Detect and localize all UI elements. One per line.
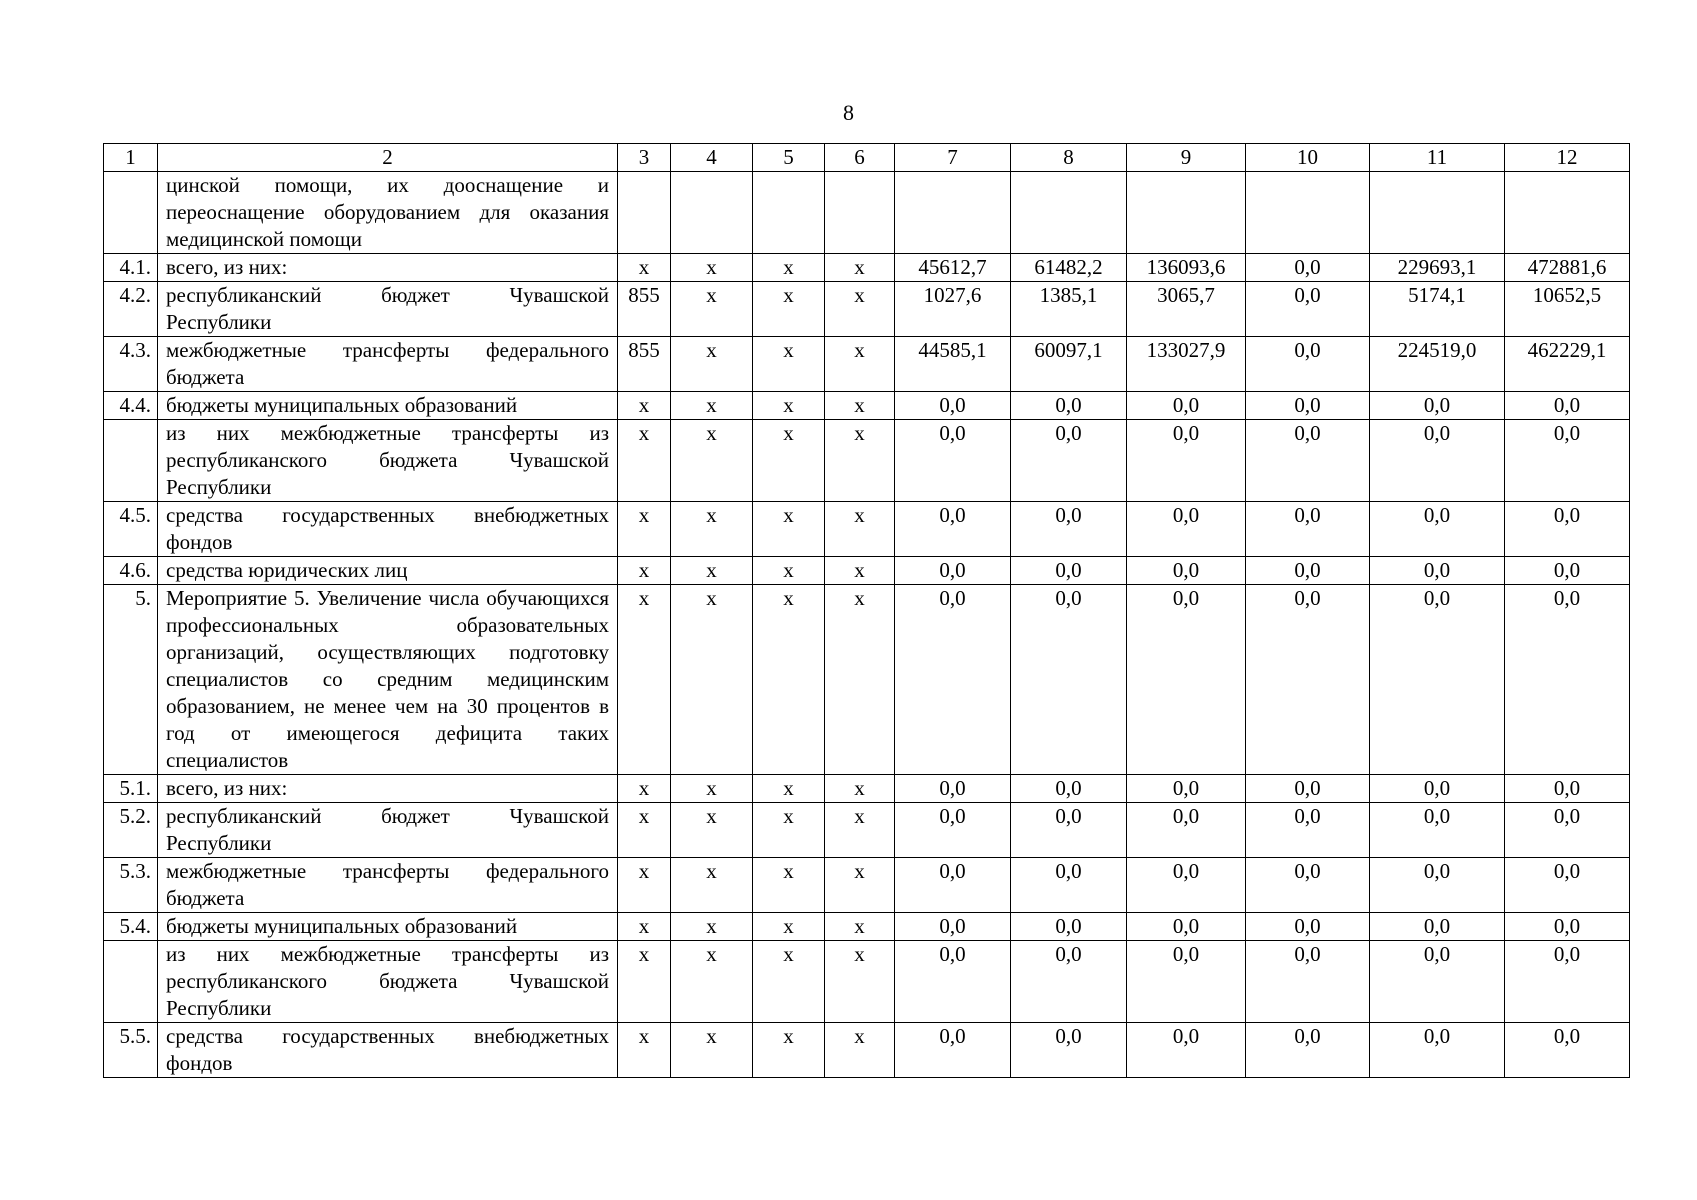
col4-cell: x xyxy=(671,420,753,502)
code-cell: x xyxy=(618,502,671,557)
code-cell: x xyxy=(618,803,671,858)
code-cell: x xyxy=(618,858,671,913)
table-header xyxy=(104,144,1630,172)
row-description-cell: из них межбюджетные трансферты из республиканского бюджета Чувашской Республики xyxy=(158,420,618,502)
code-cell: 855 xyxy=(618,282,671,337)
value-cell: 0,0 xyxy=(1127,420,1246,502)
row-description-cell: средства государственных внебюджетных фондов xyxy=(158,1023,618,1078)
value-cell: 0,0 xyxy=(1127,803,1246,858)
col5-cell: x xyxy=(753,337,825,392)
value-cell: 0,0 xyxy=(1370,392,1505,420)
value-cell: 0,0 xyxy=(1011,941,1127,1023)
value-cell: 0,0 xyxy=(895,941,1011,1023)
value-cell: 0,0 xyxy=(1011,913,1127,941)
col6-cell: x xyxy=(825,420,895,502)
value-cell xyxy=(1370,172,1505,254)
value-cell: 136093,6 xyxy=(1127,254,1246,282)
header-cell: 7 xyxy=(895,144,1011,172)
value-cell: 0,0 xyxy=(1505,585,1630,775)
value-cell: 0,0 xyxy=(1246,803,1370,858)
col4-cell: x xyxy=(671,803,753,858)
row-number-cell xyxy=(104,941,158,1023)
table-row xyxy=(104,502,1630,557)
budget-table xyxy=(103,143,1630,1078)
value-cell: 0,0 xyxy=(1246,282,1370,337)
col5-cell: x xyxy=(753,913,825,941)
value-cell: 0,0 xyxy=(1011,858,1127,913)
value-cell: 0,0 xyxy=(895,858,1011,913)
col4-cell: x xyxy=(671,913,753,941)
value-cell: 0,0 xyxy=(1505,913,1630,941)
col4-cell: x xyxy=(671,1023,753,1078)
code-cell: 855 xyxy=(618,337,671,392)
value-cell: 0,0 xyxy=(1011,775,1127,803)
value-cell: 0,0 xyxy=(895,585,1011,775)
code-cell: x xyxy=(618,585,671,775)
header-row xyxy=(104,144,1630,172)
table-row xyxy=(104,420,1630,502)
table-row xyxy=(104,557,1630,585)
row-number-cell xyxy=(104,172,158,254)
value-cell: 0,0 xyxy=(895,502,1011,557)
value-cell: 0,0 xyxy=(895,775,1011,803)
value-cell: 0,0 xyxy=(1011,803,1127,858)
col5-cell: x xyxy=(753,557,825,585)
value-cell: 462229,1 xyxy=(1505,337,1630,392)
value-cell: 0,0 xyxy=(1246,557,1370,585)
row-description-cell: средства юридических лиц xyxy=(158,557,618,585)
code-cell xyxy=(618,172,671,254)
value-cell: 0,0 xyxy=(1246,420,1370,502)
value-cell: 0,0 xyxy=(1127,502,1246,557)
code-cell: x xyxy=(618,941,671,1023)
row-number-cell: 5.3. xyxy=(104,858,158,913)
value-cell: 133027,9 xyxy=(1127,337,1246,392)
value-cell: 0,0 xyxy=(1127,913,1246,941)
value-cell: 224519,0 xyxy=(1370,337,1505,392)
value-cell: 0,0 xyxy=(1370,775,1505,803)
value-cell: 0,0 xyxy=(1127,557,1246,585)
col5-cell: x xyxy=(753,803,825,858)
header-cell: 4 xyxy=(671,144,753,172)
col4-cell: x xyxy=(671,941,753,1023)
value-cell: 0,0 xyxy=(1127,1023,1246,1078)
value-cell: 45612,7 xyxy=(895,254,1011,282)
col6-cell: x xyxy=(825,775,895,803)
value-cell: 0,0 xyxy=(1246,337,1370,392)
row-number-cell: 4.5. xyxy=(104,502,158,557)
col6-cell: x xyxy=(825,557,895,585)
row-number-cell: 5.5. xyxy=(104,1023,158,1078)
col5-cell: x xyxy=(753,282,825,337)
header-cell: 12 xyxy=(1505,144,1630,172)
col5-cell xyxy=(753,172,825,254)
col4-cell xyxy=(671,172,753,254)
row-description-cell: всего, из них: xyxy=(158,254,618,282)
value-cell: 61482,2 xyxy=(1011,254,1127,282)
col6-cell: x xyxy=(825,858,895,913)
col5-cell: x xyxy=(753,1023,825,1078)
col6-cell: x xyxy=(825,337,895,392)
col5-cell: x xyxy=(753,941,825,1023)
col4-cell: x xyxy=(671,337,753,392)
col4-cell: x xyxy=(671,254,753,282)
value-cell: 0,0 xyxy=(895,1023,1011,1078)
col5-cell: x xyxy=(753,392,825,420)
value-cell: 0,0 xyxy=(1370,913,1505,941)
table-row xyxy=(104,858,1630,913)
value-cell: 0,0 xyxy=(1127,585,1246,775)
value-cell: 0,0 xyxy=(1246,858,1370,913)
value-cell: 229693,1 xyxy=(1370,254,1505,282)
row-number-cell: 5.4. xyxy=(104,913,158,941)
table-row xyxy=(104,585,1630,775)
value-cell: 0,0 xyxy=(1370,803,1505,858)
col6-cell: x xyxy=(825,282,895,337)
row-description-cell: республиканский бюджет Чувашской Республики xyxy=(158,282,618,337)
col5-cell: x xyxy=(753,585,825,775)
value-cell: 0,0 xyxy=(1011,585,1127,775)
row-number-cell: 4.1. xyxy=(104,254,158,282)
value-cell: 0,0 xyxy=(1370,557,1505,585)
col6-cell: x xyxy=(825,392,895,420)
value-cell: 0,0 xyxy=(1505,858,1630,913)
col5-cell: x xyxy=(753,775,825,803)
col4-cell: x xyxy=(671,392,753,420)
value-cell: 1385,1 xyxy=(1011,282,1127,337)
value-cell xyxy=(1246,172,1370,254)
col6-cell xyxy=(825,172,895,254)
value-cell: 0,0 xyxy=(1246,585,1370,775)
header-cell: 1 xyxy=(104,144,158,172)
value-cell: 0,0 xyxy=(1246,1023,1370,1078)
value-cell: 0,0 xyxy=(1127,775,1246,803)
value-cell: 0,0 xyxy=(1505,1023,1630,1078)
row-description-cell: бюджеты муниципальных образований xyxy=(158,392,618,420)
col4-cell: x xyxy=(671,557,753,585)
value-cell: 0,0 xyxy=(895,557,1011,585)
col5-cell: x xyxy=(753,420,825,502)
value-cell: 0,0 xyxy=(1505,941,1630,1023)
col4-cell: x xyxy=(671,585,753,775)
code-cell: x xyxy=(618,913,671,941)
header-cell: 2 xyxy=(158,144,618,172)
col5-cell: x xyxy=(753,502,825,557)
value-cell: 0,0 xyxy=(895,392,1011,420)
value-cell: 0,0 xyxy=(895,803,1011,858)
value-cell: 0,0 xyxy=(895,913,1011,941)
header-cell: 11 xyxy=(1370,144,1505,172)
row-description-cell: Мероприятие 5. Увеличение числа обучающихся профессиональных образовательных организаций, осуществляющих подготовку специалистов со средним медицинским образованием, не менее чем на 30 процентов в год от имеющегося дефицита таких специалистов xyxy=(158,585,618,775)
col6-cell: x xyxy=(825,941,895,1023)
col6-cell: x xyxy=(825,803,895,858)
table-row xyxy=(104,282,1630,337)
header-cell: 10 xyxy=(1246,144,1370,172)
value-cell: 0,0 xyxy=(1370,585,1505,775)
value-cell: 0,0 xyxy=(1246,392,1370,420)
row-description-cell: всего, из них: xyxy=(158,775,618,803)
value-cell: 0,0 xyxy=(1246,775,1370,803)
value-cell: 0,0 xyxy=(1011,557,1127,585)
col4-cell: x xyxy=(671,502,753,557)
col5-cell: x xyxy=(753,254,825,282)
value-cell xyxy=(1505,172,1630,254)
table-row xyxy=(104,941,1630,1023)
value-cell: 60097,1 xyxy=(1011,337,1127,392)
value-cell: 0,0 xyxy=(1505,392,1630,420)
value-cell: 0,0 xyxy=(895,420,1011,502)
value-cell: 44585,1 xyxy=(895,337,1011,392)
header-cell: 6 xyxy=(825,144,895,172)
table-row xyxy=(104,775,1630,803)
col4-cell: x xyxy=(671,858,753,913)
table-row xyxy=(104,172,1630,254)
row-description-cell: цинской помощи, их дооснащение и переоснащение оборудованием для оказания медицинской помощи xyxy=(158,172,618,254)
row-number-cell: 4.4. xyxy=(104,392,158,420)
value-cell: 0,0 xyxy=(1011,420,1127,502)
row-description-cell: из них межбюджетные трансферты из республиканского бюджета Чувашской Республики xyxy=(158,941,618,1023)
table-row xyxy=(104,254,1630,282)
value-cell: 0,0 xyxy=(1127,858,1246,913)
row-description-cell: бюджеты муниципальных образований xyxy=(158,913,618,941)
row-description-cell: республиканский бюджет Чувашской Республики xyxy=(158,803,618,858)
value-cell: 472881,6 xyxy=(1505,254,1630,282)
col4-cell: x xyxy=(671,282,753,337)
value-cell: 0,0 xyxy=(1127,941,1246,1023)
row-number-cell: 4.2. xyxy=(104,282,158,337)
value-cell: 0,0 xyxy=(1011,392,1127,420)
value-cell xyxy=(1011,172,1127,254)
value-cell: 0,0 xyxy=(1246,502,1370,557)
page-number: 8 xyxy=(843,100,854,125)
value-cell xyxy=(1127,172,1246,254)
value-cell: 0,0 xyxy=(1370,858,1505,913)
value-cell: 0,0 xyxy=(1246,941,1370,1023)
header-cell: 3 xyxy=(618,144,671,172)
row-description-cell: межбюджетные трансферты федерального бюджета xyxy=(158,337,618,392)
col6-cell: x xyxy=(825,1023,895,1078)
col5-cell: x xyxy=(753,858,825,913)
value-cell: 0,0 xyxy=(1011,1023,1127,1078)
value-cell: 5174,1 xyxy=(1370,282,1505,337)
value-cell: 0,0 xyxy=(1011,502,1127,557)
code-cell: x xyxy=(618,392,671,420)
row-number-cell: 5.2. xyxy=(104,803,158,858)
header-cell: 8 xyxy=(1011,144,1127,172)
col6-cell: x xyxy=(825,585,895,775)
header-cell: 5 xyxy=(753,144,825,172)
value-cell: 10652,5 xyxy=(1505,282,1630,337)
value-cell: 0,0 xyxy=(1505,803,1630,858)
value-cell: 0,0 xyxy=(1505,502,1630,557)
row-number-cell: 4.3. xyxy=(104,337,158,392)
value-cell: 1027,6 xyxy=(895,282,1011,337)
row-description-cell: средства государственных внебюджетных фондов xyxy=(158,502,618,557)
value-cell: 0,0 xyxy=(1370,941,1505,1023)
col6-cell: x xyxy=(825,913,895,941)
code-cell: x xyxy=(618,420,671,502)
col6-cell: x xyxy=(825,502,895,557)
value-cell: 0,0 xyxy=(1505,557,1630,585)
code-cell: x xyxy=(618,775,671,803)
value-cell: 0,0 xyxy=(1246,913,1370,941)
col4-cell: x xyxy=(671,775,753,803)
row-number-cell xyxy=(104,420,158,502)
table-row xyxy=(104,337,1630,392)
value-cell: 0,0 xyxy=(1370,502,1505,557)
table-row xyxy=(104,1023,1630,1078)
value-cell: 0,0 xyxy=(1370,420,1505,502)
table-row xyxy=(104,913,1630,941)
table-body xyxy=(104,172,1630,1078)
code-cell: x xyxy=(618,1023,671,1078)
value-cell: 0,0 xyxy=(1246,254,1370,282)
col6-cell: x xyxy=(825,254,895,282)
row-number-cell: 4.6. xyxy=(104,557,158,585)
row-number-cell: 5.1. xyxy=(104,775,158,803)
value-cell: 0,0 xyxy=(1505,775,1630,803)
header-cell: 9 xyxy=(1127,144,1246,172)
value-cell: 3065,7 xyxy=(1127,282,1246,337)
value-cell: 0,0 xyxy=(1370,1023,1505,1078)
row-description-cell: межбюджетные трансферты федерального бюджета xyxy=(158,858,618,913)
table-row xyxy=(104,803,1630,858)
table-row xyxy=(104,392,1630,420)
row-number-cell: 5. xyxy=(104,585,158,775)
code-cell: x xyxy=(618,254,671,282)
value-cell xyxy=(895,172,1011,254)
code-cell: x xyxy=(618,557,671,585)
value-cell: 0,0 xyxy=(1505,420,1630,502)
value-cell: 0,0 xyxy=(1127,392,1246,420)
